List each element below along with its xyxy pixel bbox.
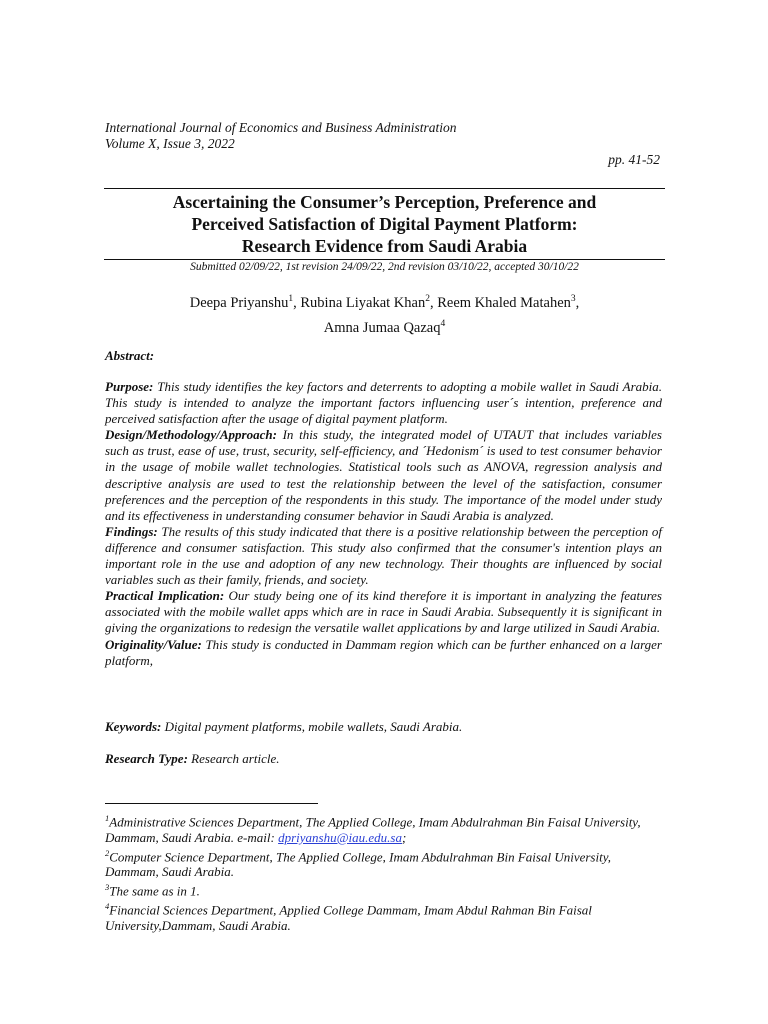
footnote-mark: 4: [105, 900, 110, 911]
footnote-mark: 1: [105, 813, 110, 823]
footnote-text: Financial Sciences Department, Applied College Dammam, Imam Abdul Rahman Bin Faisal University,Dammam, Saudi Arabia.: [105, 902, 592, 933]
section-text: This study identifies the key factors and deterrents to adopting a mobile wallet in Saudi Arabia. This study is intended to analyze the important factors influencing user´s intention, preference and perceived satisfaction after the usage of digital payment platform.: [105, 379, 662, 427]
author-name: Reem Khaled Matahen: [437, 294, 571, 311]
section-text: Our study being one of its kind therefore it is important in analyzing the features associated with the mobile wallet apps which are in race in Saudi Arabia. Subsequently it is significant in giving the organizations to redesign the versatile wallet applications by and large utilized in Saudi Arabia.: [105, 588, 662, 636]
footnote-text: Administrative Sciences Department, The Applied College, Imam Abdulrahman Bin Faisal University, Dammam, Saudi Arabia. e-mail:: [105, 814, 641, 845]
author-separator: ,: [575, 294, 580, 311]
section-text: This study is conducted in Dammam region which can be further enhanced on a larger platform,: [105, 636, 662, 668]
footnote-3: [105, 880, 665, 899]
footnote-2: [105, 846, 665, 881]
footnote-separator: [105, 803, 318, 804]
author-affiliation-mark: 3: [570, 294, 576, 304]
footnote-tail: ;: [402, 829, 407, 845]
section-label: Purpose:: [105, 379, 154, 394]
abstract-purpose: [105, 379, 662, 427]
title-bottom-rule: [104, 259, 665, 260]
title-top-rule: [104, 188, 665, 189]
title-line-1: Ascertaining the Consumer’s Perception, Preference and: [172, 192, 597, 212]
abstract-originality: [105, 637, 662, 669]
email-link[interactable]: dpriyanshu@iau.edu.sa: [278, 829, 402, 845]
author-affiliation-mark: 4: [440, 318, 446, 329]
paper-title: [104, 191, 665, 257]
footnote-1: [105, 811, 665, 846]
title-line-3: Research Evidence from Saudi Arabia: [241, 236, 528, 256]
author-name: Amna Jumaa Qazaq: [323, 319, 441, 336]
footnote-mark: 3: [105, 882, 110, 893]
research-type-label: Research Type:: [105, 751, 188, 766]
submission-dates: Submitted 02/09/22, 1st revision 24/09/22, 2nd revision 03/10/22, accepted 30/10/22: [190, 261, 579, 273]
abstract-heading: Abstract:: [105, 348, 155, 363]
abstract-findings: [105, 524, 662, 588]
research-type: [105, 751, 280, 767]
title-line-2: Perceived Satisfaction of Digital Payment Platform:: [191, 214, 578, 234]
section-label: Findings:: [105, 523, 158, 539]
keywords: [105, 719, 462, 735]
section-label: Design/Methodology/Approach:: [105, 427, 277, 443]
footnote-4: [105, 899, 665, 934]
abstract-practical-implication: [105, 588, 662, 636]
author-name: Rubina Liyakat Khan: [300, 294, 426, 311]
author-list: [104, 289, 665, 339]
research-type-text: Research article.: [187, 751, 280, 766]
page-range: pp. 41-52: [608, 152, 660, 167]
keywords-text: Digital payment platforms, mobile wallets, Saudi Arabia.: [161, 719, 463, 734]
footnote-mark: 2: [105, 847, 110, 858]
author-line-2: [104, 314, 665, 339]
keywords-label: Keywords:: [105, 719, 162, 734]
journal-header: [105, 120, 457, 152]
section-text: The results of this study indicated that there is a positive relationship between the perception of difference and consumer satisfaction. This study also confirmed that the consumer's intention plays an important role in the use and adoption of any new technology. Their thoughts are influenced by social variables such as their family, friends, and society.: [105, 523, 662, 588]
author-separator: ,: [293, 294, 301, 311]
journal-name: International Journal of Economics and Business Administration: [105, 120, 457, 135]
footnote-text: Computer Science Department, The Applied College, Imam Abdulrahman Bin Faisal University, Dammam, Saudi Arabia.: [105, 848, 612, 880]
author-separator: ,: [429, 294, 438, 311]
volume-issue: Volume X, Issue 3, 2022: [105, 136, 235, 151]
abstract-design: [105, 427, 662, 524]
footnote-text: The same as in 1.: [109, 883, 200, 899]
author-name: Deepa Priyanshu: [189, 294, 289, 311]
section-text: In this study, the integrated model of UTAUT that includes variables such as trust, ease of use, trust, security, self-efficiency, and ´Hedonism´ is used to test consumer behavior in the usage of mobile wallet technologies. Statistical tools such as ANOVA, regression analysis and descriptive analysis are used to test the relationship between the level of the satisfaction, consumer preferences and the perception of the respondents in this study. The importance of the model under study and its effectiveness in understanding consumer behavior in Saudi Arabia is analyzed.: [105, 427, 662, 523]
section-label: Originality/Value:: [105, 636, 202, 652]
section-label: Practical Implication:: [105, 588, 225, 604]
author-affiliation-mark: 1: [288, 294, 294, 304]
footnotes: [105, 811, 665, 933]
abstract-body: [105, 379, 662, 669]
author-affiliation-mark: 2: [425, 294, 430, 304]
author-line-1: [104, 289, 665, 314]
